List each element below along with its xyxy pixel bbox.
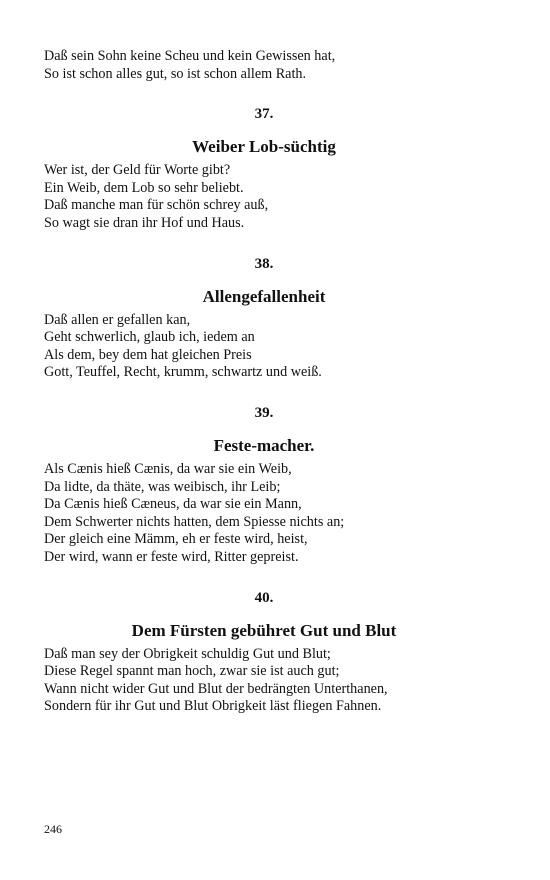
verse-line: Der wird, wann er feste wird, Ritter gepreist. <box>44 548 299 565</box>
poem-39 <box>44 404 484 567</box>
verse-line: Dem Schwerter nichts hatten, dem Spiesse nichts an; <box>44 513 345 530</box>
opening-stanza <box>44 48 484 83</box>
poem-38 <box>44 255 484 382</box>
verse-line: Daß manche man für schön schrey auß, <box>44 197 269 214</box>
verse-line: Daß sein Sohn keine Scheu und kein Gewissen hat, <box>44 48 336 64</box>
verse-line: Da Cænis hieß Cæneus, da war sie ein Mann, <box>44 496 302 513</box>
poem-number: 38. <box>254 255 274 272</box>
poem-number: 39. <box>254 404 274 421</box>
poem-37 <box>44 105 484 232</box>
verse-line: Der gleich eine Mämm, eh er feste wird, heist, <box>44 531 308 548</box>
verse-line: Geht schwerlich, glaub ich, iedem an <box>44 329 255 346</box>
verse-line: Daß allen er gefallen kan, <box>44 311 191 328</box>
page-body <box>44 48 484 716</box>
poem-40 <box>44 589 484 716</box>
verse-line: Wer ist, der Geld für Worte gibt? <box>44 162 231 179</box>
page-number: 246 <box>44 822 62 836</box>
verse-line: Daß man sey der Obrigkeit schuldig Gut und Blut; <box>44 645 331 662</box>
verse-line: Gott, Teuffel, Recht, krumm, schwartz und weiß. <box>44 364 322 381</box>
poem-title: Dem Fürsten gebühret Gut und Blut <box>131 620 397 640</box>
verse-line: Sondern für ihr Gut und Blut Obrigkeit läst fliegen Fahnen. <box>44 698 382 715</box>
verse-line: Diese Regel spannt man hoch, zwar sie ist auch gut; <box>44 663 340 680</box>
verse-line: Wann nicht wider Gut und Blut der bedrängten Unterthanen, <box>44 680 388 697</box>
verse-line: Als dem, bey dem hat gleichen Preis <box>44 346 252 363</box>
poem-title: Feste-macher. <box>213 435 315 455</box>
poem-number: 40. <box>254 589 274 606</box>
verse-line: So wagt sie dran ihr Hof und Haus. <box>44 214 245 231</box>
poem-number: 37. <box>254 106 274 123</box>
verse-line: Da lidte, da thäte, was weibisch, ihr Leib; <box>44 478 281 495</box>
verse-line: So ist schon alles gut, so ist schon allem Rath. <box>44 65 307 82</box>
verse-line: Ein Weib, dem Lob so sehr beliebt. <box>44 179 244 196</box>
poem-title: Allengefallenheit <box>202 286 326 306</box>
poem-title: Weiber Lob-süchtig <box>192 137 336 157</box>
verse-line: Als Cænis hieß Cænis, da war sie ein Weib, <box>44 460 292 477</box>
